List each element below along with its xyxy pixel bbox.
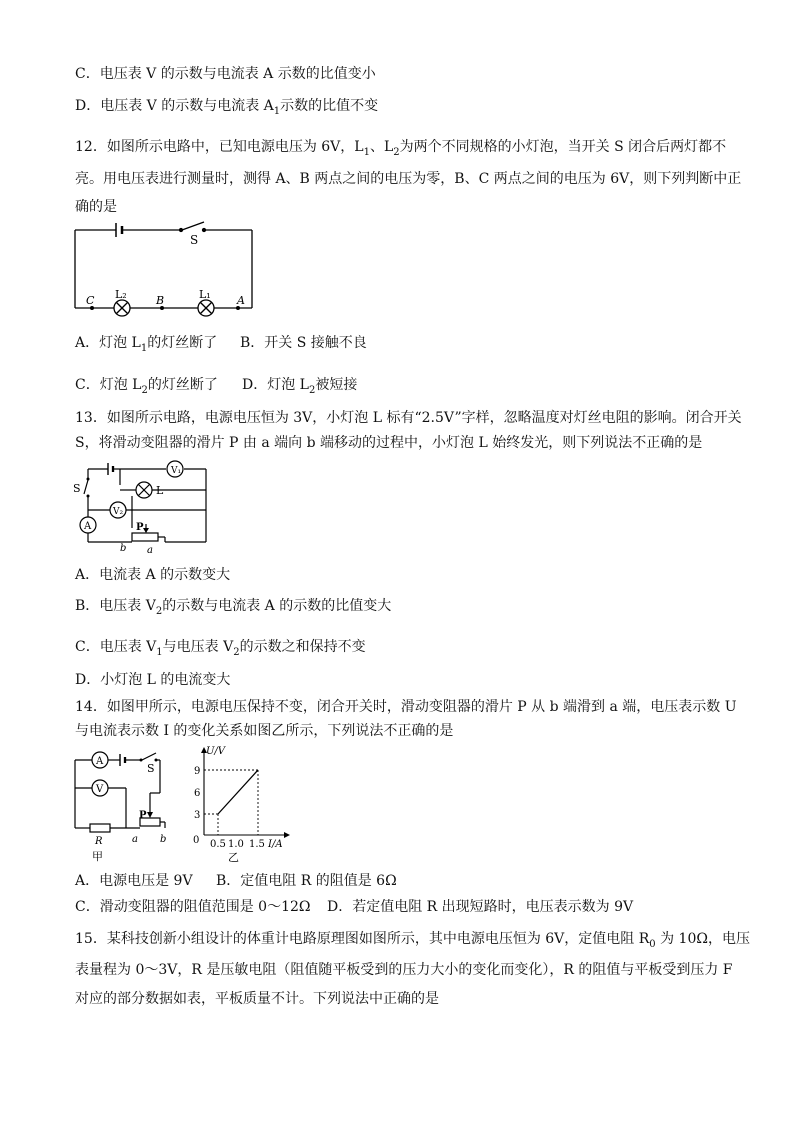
switch-label: S <box>147 762 155 775</box>
q13-circuit-diagram <box>70 460 215 558</box>
q14-option-a: A．电源电压是 9V <box>75 873 193 889</box>
ammeter-label: A <box>96 756 104 767</box>
switch-label: S <box>73 482 81 495</box>
q12-option-a: A．灯泡 $L_1$的灯丝断了 <box>75 335 218 354</box>
end-b-label: b <box>120 543 127 554</box>
q13-stem-line1: 13．如图所示电路，电源电压恒为 3V，小灯泡 L 标有“2.5V”字样，忽略温度对灯丝电阻的影响。闭合开关 <box>75 410 742 426</box>
q14-stem-line2: 与电流表示数 I 的变化关系如图乙所示，下列说法不正确的是 <box>75 723 454 739</box>
q14-graph-yi <box>188 745 296 865</box>
graph-y-tick-6: 6 <box>194 788 201 799</box>
q14-option-c: C．滑动变阻器的阻值范围是 0～12Ω <box>75 899 311 915</box>
graph-x-tick-1.5: 1.5 <box>249 839 265 850</box>
slider-p-label: P <box>139 810 147 821</box>
q14-option-d: D．若定值电阻 R 出现短路时，电压表示数为 9V <box>327 899 634 915</box>
q13-option-c: C．电压表 $V_1$与电压表 $V_2$的示数之和保持不变 <box>75 639 366 658</box>
q11-option-d: D．电压表 V 的示数与电流表 $A_1$示数的比值不变 <box>75 98 379 117</box>
voltmeter-v2-label: V₂ <box>113 507 124 517</box>
point-c-label: C <box>86 294 95 307</box>
graph-x-axis-label: I/A <box>268 839 283 850</box>
q13-option-b: B．电压表 $V_2$的示数与电流表 A 的示数的比值变大 <box>75 598 392 617</box>
point-b-label: B <box>156 294 165 307</box>
graph-y-tick-3: 3 <box>194 810 201 821</box>
q14-stem-line1: 14．如图甲所示，电源电压保持不变，闭合开关时，滑动变阻器的滑片 P 从 b 端滑到 a 端，电压表示数 U <box>75 699 737 715</box>
q12-option-c: C．灯泡 $L_2$的灯丝断了 <box>75 377 218 396</box>
lamp-l2-label: L₂ <box>115 288 127 301</box>
end-b-label: b <box>160 834 167 845</box>
voltmeter-v1-label: V₁ <box>171 466 182 476</box>
lamp-l1-label: L₁ <box>199 288 211 301</box>
q12-option-d: D．灯泡 $L_2$被短接 <box>242 377 358 396</box>
slider-p-label: P <box>136 522 144 533</box>
graph-origin-label: 0 <box>193 835 200 846</box>
q12-stem-line2: 亮。用电压表进行测量时，测得 A、B 两点之间的电压为零，B、C 两点之间的电压为 6V，则下列判断中正 <box>75 171 742 187</box>
q12-stem-line1: 12．如图所示电路中，已知电源电压为 6V，$L_1$、$L_2$为两个不同规格的小灯泡，当开关 S 闭合后两灯都不 <box>75 139 727 158</box>
q15-stem-line3: 对应的部分数据如表，平板质量不计。下列说法中正确的是 <box>75 991 439 1007</box>
end-a-label: a <box>132 834 138 845</box>
q15-stem-line1: 15．某科技创新小组设计的体重计电路原理图如图所示，其中电源电压恒为 6V，定值电阻 $R_0$ 为 10Ω，电压 <box>75 931 750 950</box>
resistor-r-label: R <box>95 836 103 847</box>
ammeter-label: A <box>84 521 92 532</box>
q14-option-b: B．定值电阻 R 的阻值是 6Ω <box>216 873 397 889</box>
graph-y-axis-label: U/V <box>206 746 226 757</box>
graph-y-tick-9: 9 <box>194 766 201 777</box>
voltmeter-label: V <box>96 784 104 795</box>
point-a-label: A <box>237 294 245 307</box>
q13-stem-line2: S，将滑动变阻器的滑片 P 由 a 端向 b 端移动的过程中，小灯泡 L 始终发光，则下列说法不正确的是 <box>75 435 703 451</box>
figure-caption-yi: 乙 <box>228 851 239 864</box>
q12-stem-line3: 确的是 <box>75 199 117 215</box>
q14-circuit-diagram-jia <box>70 748 170 864</box>
q13-option-d: D．小灯泡 L 的电流变大 <box>75 672 231 688</box>
q11-option-c: C．电压表 V 的示数与电流表 A 示数的比值变小 <box>75 66 376 82</box>
q12-circuit-diagram <box>70 220 265 320</box>
q12-option-b: B．开关 S 接触不良 <box>240 335 367 351</box>
q15-stem-line2: 表量程为 0～3V，R 是压敏电阻（阻值随平板受到的压力大小的变化而变化），R 的阻值与平板受到压力 F <box>75 962 733 978</box>
lamp-l-label: L <box>156 484 164 497</box>
q13-option-a: A．电流表 A 的示数变大 <box>75 567 231 583</box>
switch-label: S <box>190 233 199 247</box>
ui-graph-line <box>218 770 258 814</box>
graph-x-tick-0.5: 0.5 <box>210 839 226 850</box>
end-a-label: a <box>147 545 153 556</box>
graph-x-tick-1.0: 1.0 <box>228 839 244 850</box>
figure-caption-jia: 甲 <box>92 850 103 863</box>
